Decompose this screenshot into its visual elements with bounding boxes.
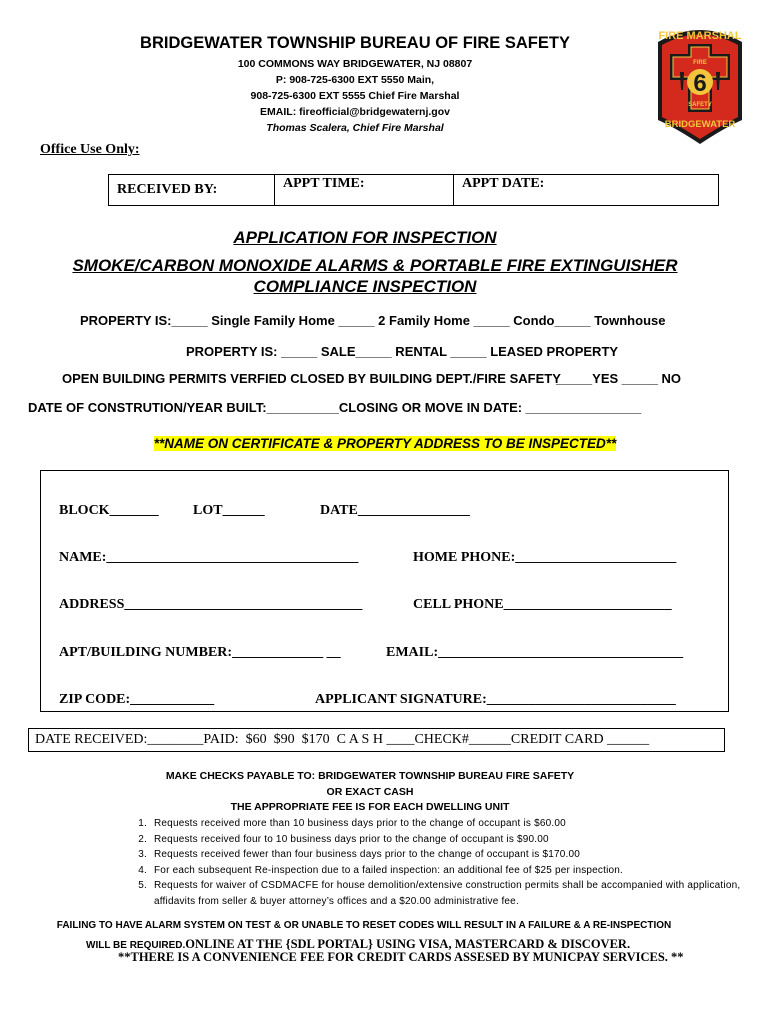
email-field[interactable]: EMAIL:___________________________________ [386, 645, 684, 660]
permits-verified-line: OPEN BUILDING PERMITS VERFIED CLOSED BY BUILDING DEPT./FIRE SAFETY [62, 371, 561, 386]
fee-item: 3. Requests received fewer than four business days prior to the change of occupant is $170.00 [150, 847, 760, 863]
agency-phone-chief: 908-725-6300 EXT 5555 Chief Fire Marshal [250, 90, 460, 102]
online-portal-text: ONLINE AT THE {SDL PORTAL} USING VISA, MASTERCARD & DISCOVER. [185, 937, 631, 951]
logo-bottom-text: BRIDGEWATER [664, 119, 736, 130]
date-field[interactable]: DATE________________ [320, 503, 470, 518]
inspection-subject-heading: SMOKE/CARBON MONOXIDE ALARMS & PORTABLE FIRE EXTINGUISHER [72, 256, 678, 275]
cell-phone-field[interactable]: CELL PHONE________________________ [413, 597, 672, 612]
name-field[interactable]: NAME:____________________________________ [59, 550, 359, 565]
logo-top-text: FIRE MARSHAL [658, 30, 742, 42]
block-field[interactable]: BLOCK_______ [59, 503, 159, 518]
fee-item: 4. For each subsequent Re-inspection due to a failed inspection: an additional fee of $25 per inspection. [150, 863, 760, 879]
appt-time-field[interactable]: APPT TIME: [275, 175, 454, 205]
agency-title: BRIDGEWATER TOWNSHIP BUREAU OF FIRE SAFETY [140, 34, 570, 52]
office-use-table [108, 174, 719, 206]
logo-number: 6 [693, 70, 707, 97]
checks-payable-note: MAKE CHECKS PAYABLE TO: BRIDGEWATER TOWNSHIP BUREAU FIRE SAFETY [165, 770, 575, 782]
fee-schedule-list [112, 816, 760, 909]
convenience-fee-notice: **THERE IS A CONVENIENCE FEE FOR CREDIT CARDS ASSESED BY MUNICPAY SERVICES. ** [118, 950, 684, 964]
home-phone-field[interactable]: HOME PHONE:_______________________ [413, 550, 677, 565]
zip-code-field[interactable]: ZIP CODE:____________ [59, 692, 215, 707]
fee-item: 1. Requests received more than 10 business days prior to the change of occupant is $60.00 [150, 816, 760, 832]
agency-phone-main: P: 908-725-6300 EXT 5550 Main, [275, 74, 435, 86]
logo-inner-bottom: SAFETY [688, 102, 712, 108]
failing-notice: FAILING TO HAVE ALARM SYSTEM ON TEST & OR UNABLE TO RESET CODES WILL RESULT IN A FAILURE & A RE-INSPECTION [56, 920, 672, 931]
fee-item: 5. Requests for waiver of CSDMACFE for house demolition/extensive construction permits shall be accompanied with application, affidavits from seller & buyer attorney’s offices and a $20.00 administrative fee. [150, 878, 760, 909]
property-status-line[interactable]: PROPERTY IS: _____ SALE_____ RENTAL _____ LEASED PROPERTY [186, 344, 619, 359]
exact-cash-note: OR EXACT CASH [326, 786, 414, 798]
certificate-note [0, 436, 770, 451]
office-use-label: Office Use Only: [40, 142, 140, 157]
agency-email: EMAIL: fireofficial@bridgewaternj.gov [260, 106, 450, 118]
required-text: WILL BE REQUIRED. [86, 940, 186, 951]
applicant-form [40, 470, 729, 712]
permits-yes-no[interactable]: _____YES _____ NO [556, 371, 682, 386]
apt-building-field[interactable]: APT/BUILDING NUMBER:_____________ __ [59, 645, 341, 660]
lot-field[interactable]: LOT______ [193, 503, 265, 518]
fire-marshal-badge-logo [652, 24, 748, 146]
chief-name: Thomas Scalera, Chief Fire Marshal [266, 122, 444, 134]
logo-inner-top: FIRE [693, 60, 707, 66]
certificate-note-text: **NAME ON CERTIFICATE & PROPERTY ADDRESS TO BE INSPECTED** [153, 436, 617, 451]
address-field[interactable]: ADDRESS__________________________________ [59, 597, 363, 612]
received-by-field[interactable]: RECEIVED BY: [109, 175, 275, 205]
fee-per-unit-note: THE APPROPRIATE FEE IS FOR EACH DWELLING UNIT [230, 801, 510, 813]
agency-address: 100 COMMONS WAY BRIDGEWATER, NJ 08807 [237, 58, 473, 70]
applicant-signature-field[interactable]: APPLICANT SIGNATURE:___________________________ [315, 692, 676, 707]
appt-date-field[interactable]: APPT DATE: [462, 176, 545, 191]
application-heading: APPLICATION FOR INSPECTION [233, 228, 497, 247]
property-type-line[interactable]: PROPERTY IS:_____ Single Family Home _____ 2 Family Home _____ Condo_____ Townhouse [80, 313, 666, 328]
fee-item: 2. Requests received four to 10 business days prior to the change of occupant is $90.00 [150, 832, 760, 848]
payment-row[interactable]: DATE RECEIVED:________PAID: $60 $90 $170 C A S H ____CHECK#______CREDIT CARD ______ [28, 728, 725, 752]
construction-closing-date-line[interactable]: DATE OF CONSTRUTION/YEAR BUILT:__________CLOSING OR MOVE IN DATE: ________________ [28, 400, 642, 415]
compliance-heading: COMPLIANCE INSPECTION [253, 277, 477, 296]
